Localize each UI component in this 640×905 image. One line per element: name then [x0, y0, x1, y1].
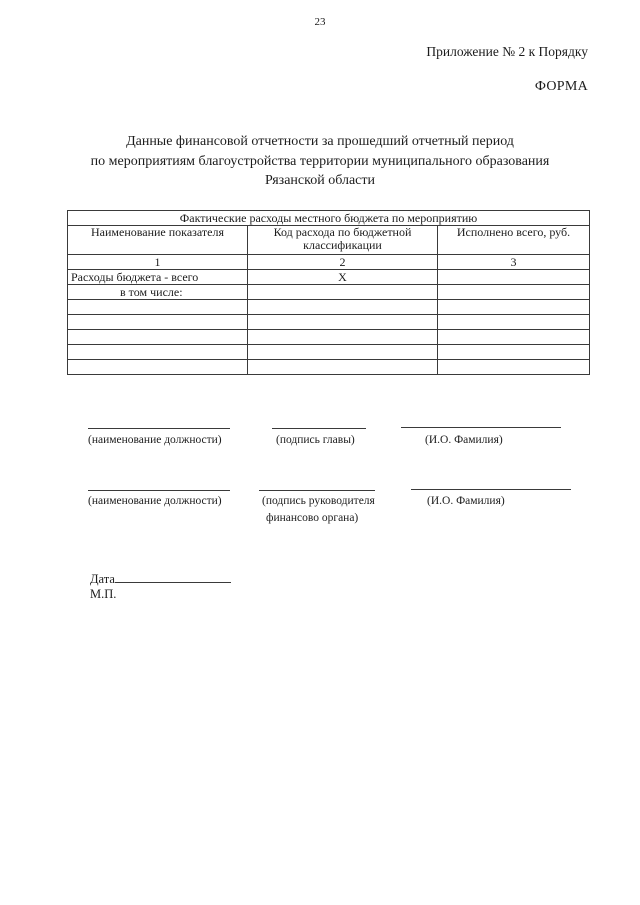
- date-line: [115, 571, 231, 583]
- form-label: ФОРМА: [534, 79, 588, 94]
- caption-line: (подпись руководителя: [262, 495, 375, 507]
- column-number: 1: [68, 255, 248, 270]
- table-row: [68, 285, 590, 300]
- table-caption: Фактические расходы местного бюджета по мероприятию: [68, 211, 590, 226]
- column-number: 2: [248, 255, 438, 270]
- table-cell: [248, 315, 438, 330]
- document-title: [60, 132, 580, 191]
- column-header: Код расхода по бюджетной классификации: [248, 226, 438, 255]
- table-cell: [68, 345, 248, 360]
- table-cell: [248, 330, 438, 345]
- head-signature-caption: (подпись главы): [276, 434, 355, 446]
- table-cell: Расходы бюджета - всего: [68, 270, 248, 285]
- name-signature-line: [401, 427, 561, 428]
- title-line: по мероприятиям благоустройства территории муниципального образования: [90, 153, 550, 169]
- table-cell: [248, 285, 438, 300]
- table-cell: [68, 330, 248, 345]
- table-cell: [248, 300, 438, 315]
- finance-head-signature-line: [259, 490, 375, 491]
- table-row: [68, 345, 590, 360]
- expenses-table: [67, 210, 590, 375]
- table-cell: [438, 330, 590, 345]
- stamp-label: М.П.: [90, 587, 117, 601]
- position-caption: (наименование должности): [88, 495, 222, 507]
- head-signature-line: [272, 428, 366, 429]
- table-cell: [68, 360, 248, 375]
- table-cell: Х: [248, 270, 438, 285]
- table-cell: [438, 285, 590, 300]
- table-cell: [438, 315, 590, 330]
- table-cell: [68, 300, 248, 315]
- date-stamp-block: [90, 571, 231, 602]
- table-row: [68, 360, 590, 375]
- table-row: [68, 270, 590, 285]
- table-cell: [248, 360, 438, 375]
- finance-head-signature-caption: [262, 493, 375, 527]
- name-signature-line: [411, 489, 571, 490]
- table-cell: [438, 360, 590, 375]
- table-cell: [438, 300, 590, 315]
- name-caption: (И.О. Фамилия): [427, 495, 505, 507]
- date-field: [90, 571, 231, 587]
- table-row: [68, 315, 590, 330]
- table-cell: в том числе:: [68, 285, 248, 300]
- name-caption: (И.О. Фамилия): [425, 434, 503, 446]
- position-signature-line: [88, 490, 230, 491]
- position-signature-line: [88, 428, 230, 429]
- title-line: Рязанской области: [264, 173, 376, 188]
- table-cell: [68, 315, 248, 330]
- appendix-reference: Приложение № 2 к Порядку: [426, 44, 588, 59]
- table-row: [68, 330, 590, 345]
- page-number: 23: [314, 16, 326, 28]
- title-line: Данные финансовой отчетности за прошедший отчетный период: [126, 134, 514, 149]
- table-row: [68, 300, 590, 315]
- position-caption: (наименование должности): [88, 434, 222, 446]
- table-cell: [248, 345, 438, 360]
- caption-line: финансово органа): [266, 512, 359, 524]
- column-header: Исполнено всего, руб.: [438, 226, 590, 255]
- table-cell: [438, 345, 590, 360]
- table-cell: [438, 270, 590, 285]
- column-number: 3: [438, 255, 590, 270]
- date-label: Дата: [90, 572, 115, 586]
- column-header: Наименование показателя: [68, 226, 248, 255]
